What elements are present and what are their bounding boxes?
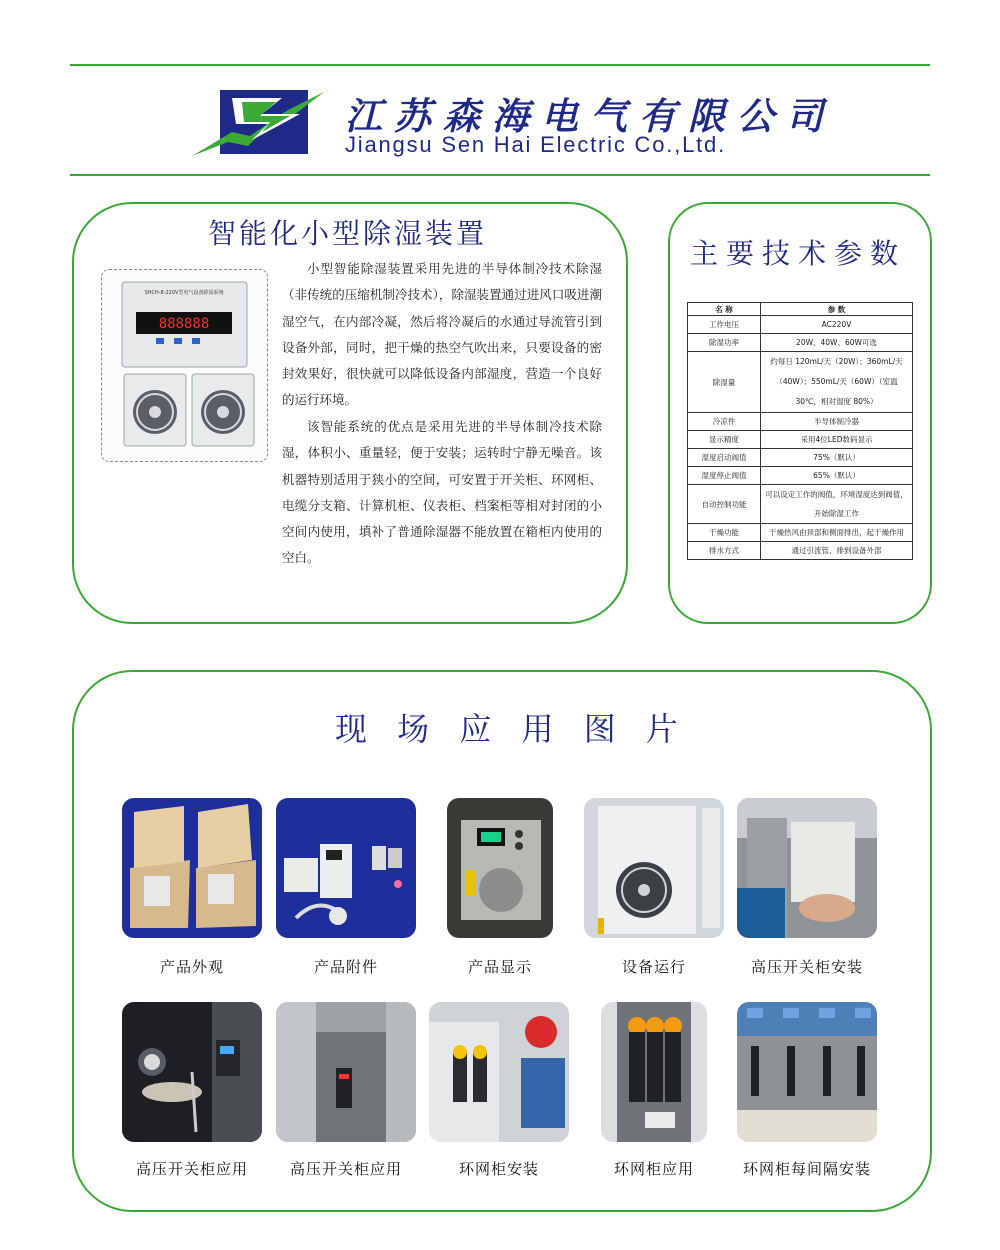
hv-cabinet-install-photo <box>737 798 877 938</box>
photo-caption: 环网柜应用 <box>613 1160 694 1178</box>
photo-caption: 高压开关柜应用 <box>289 1160 402 1178</box>
display-photo <box>447 798 553 938</box>
ring-cabinet-install-photo <box>429 1002 569 1142</box>
company-logo <box>192 84 324 160</box>
spec-value: 65%（默认） <box>761 467 913 485</box>
running-device-photo <box>584 798 724 938</box>
spec-name: 工作电压 <box>688 316 761 334</box>
spec-value: 通过引流管，排到设备外部 <box>761 542 913 560</box>
product-boxes-photo <box>122 798 262 938</box>
spec-value: 约每日 120mL/天（20W）；360mL/天（40W）；550mL/天（60W）（室温 30℃，相对湿度 80%） <box>761 352 913 413</box>
spec-name: 冷凉件 <box>688 413 761 431</box>
spec-value: 可以设定工作的阀值，环境湿度达到阀值，开始除湿工作 <box>761 485 913 524</box>
photo-caption: 高压开关柜安装 <box>750 958 863 976</box>
spec-name: 干燥功能 <box>688 524 761 542</box>
spec-name: 显示精度 <box>688 431 761 449</box>
table-row <box>688 413 913 431</box>
table-row <box>688 334 913 352</box>
company-name-en: Jiangsu Sen Hai Electric Co.,Ltd. <box>345 132 726 157</box>
device-label: SHCH-8-220V型电气设备除湿系统 <box>144 290 224 296</box>
table-row <box>688 485 913 524</box>
spec-value: 半导体制冷器 <box>761 413 913 431</box>
hv-cabinet-app-photo-2 <box>276 1002 416 1142</box>
photo-caption: 高压开关柜应用 <box>135 1160 248 1178</box>
specs-header-value: 参 数 <box>761 303 913 316</box>
table-row <box>688 316 913 334</box>
table-row <box>688 467 913 485</box>
company-name-cn: 江苏森海电气有限公司 <box>345 94 835 138</box>
spec-name: 湿度停止阀值 <box>688 467 761 485</box>
spec-value: 干燥热风由顶部和侧面排出，起干燥作用 <box>761 524 913 542</box>
specs-table <box>687 302 913 560</box>
ring-cabinet-app-photo <box>601 1002 707 1142</box>
spec-name: 排水方式 <box>688 542 761 560</box>
photo-caption: 产品附件 <box>313 958 378 976</box>
spec-value: AC220V <box>761 316 913 334</box>
table-row <box>688 542 913 560</box>
spec-name: 除湿量 <box>688 352 761 413</box>
specs-title: 主要技术参数 <box>690 237 907 270</box>
spec-value: 采用4位LED数码显示 <box>761 431 913 449</box>
specs-header-name: 名 称 <box>688 303 761 316</box>
product-description-2 <box>96 414 602 572</box>
spec-name: 湿度启动阀值 <box>688 449 761 467</box>
photo-caption: 产品外观 <box>159 958 224 976</box>
product-title: 智能化小型除湿装置 <box>208 217 488 250</box>
photo-caption: 环网柜安装 <box>458 1160 539 1178</box>
ring-cabinet-bays-photo <box>737 1002 877 1142</box>
spec-value: 75%（默认） <box>761 449 913 467</box>
photo-caption: 产品显示 <box>467 958 532 976</box>
table-row <box>688 524 913 542</box>
spec-name: 除湿功率 <box>688 334 761 352</box>
spec-value: 20W、40W、60W可选 <box>761 334 913 352</box>
table-row <box>688 431 913 449</box>
hv-cabinet-app-photo-1 <box>122 1002 262 1142</box>
spec-name: 自动控制功能 <box>688 485 761 524</box>
top-divider <box>70 64 930 66</box>
header-bottom-divider <box>70 174 930 176</box>
product-paragraph-2: 该智能系统的优点是采用先进的半导体制冷技术除湿，体积小、重量轻，便于安装；运转时宁静无噪音。该机器特别适用于狭小的空间，可安置于开关柜、环网柜、电缆分支箱、计算机柜、仪表柜、档案柜等相对封闭的小空间内使用，填补了普通除湿器不能放置在箱柜内使用的空白。 <box>282 419 602 566</box>
device-led-display: 888888 <box>158 316 210 332</box>
photo-caption: 环网柜每间隔安装 <box>742 1160 871 1178</box>
gallery-title: 现 场 应 用 图 片 <box>335 710 688 748</box>
accessories-photo <box>276 798 416 938</box>
photo-caption: 设备运行 <box>621 958 686 976</box>
product-description <box>282 256 602 414</box>
table-row <box>688 449 913 467</box>
product-paragraph-1: 小型智能除湿装置采用先进的半导体制冷技术除湿（非传统的压缩机制冷技术），除湿装置通过进风口吸进潮湿空气，在内部冷凝，然后将冷凝后的水通过导流管引到设备外部，同时，把干燥的热空气吹出来，只要设备的密封效果好，很快就可以降低设备内部湿度，营造一个良好的运行环境。 <box>282 261 602 408</box>
table-row <box>688 352 913 413</box>
